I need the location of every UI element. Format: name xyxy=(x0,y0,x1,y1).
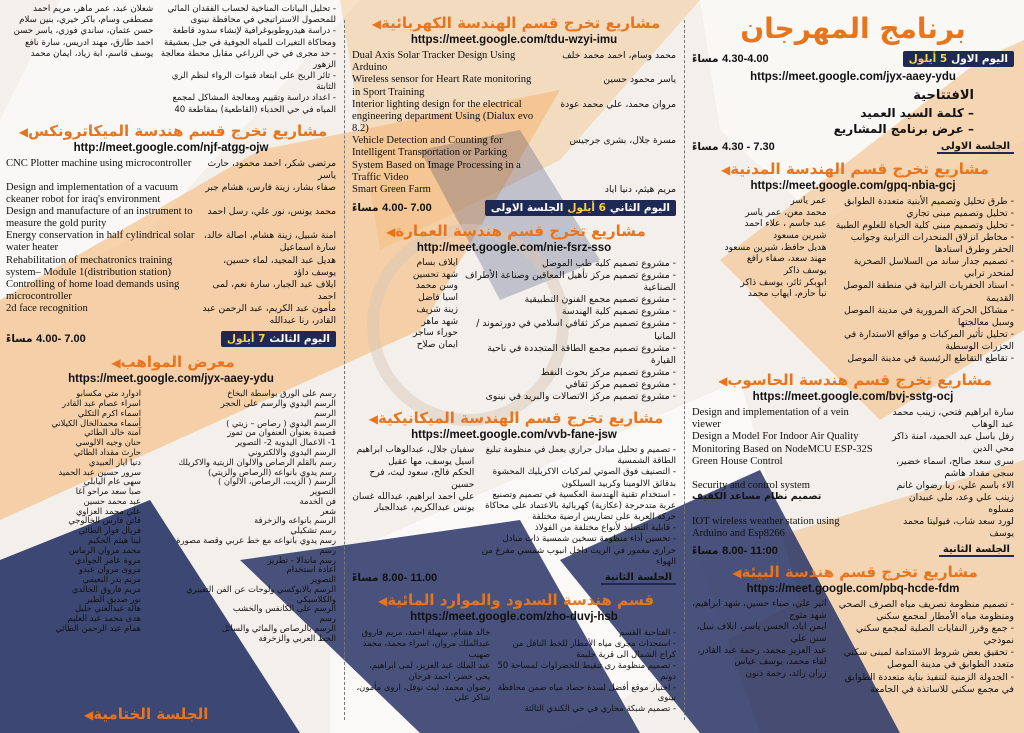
project-row: الاء باسم علي، ربا رضوان غانم Security and control system xyxy=(692,479,1014,491)
section-heading-elec: مشاريع تخرج قسم الهندسة الكهربائية◀ xyxy=(371,14,661,32)
project-row: سارة ابراهيم فتحي، زينب محمد عبد الوهاب Design and implementation of a vein viewer xyxy=(692,407,1014,431)
project-row: مسرة جلال، بشرى جرجيس Vehicle Detection and Counting for Intelligent Transportation or Parking System Based on Image Processing in a Traffic Video xyxy=(352,135,676,183)
day3-badge: اليوم الثالث 7 أيلول xyxy=(221,331,336,347)
project-list: - مشروع تصميم كلية طب الموصل - مشروع تصميم مركز تأهيل المعاقين وصناعة الأطراف الصناعية - مشروع تصميم مجمع الفنون التطبيقية - مشروع تصميم كلية الهندسة - مشروع تصميم مركز ثقافي اسلامي في دورتموند / المانيا - مشروع تصميم مجمع الطاقة المتجددة في ناحية القيارة - مشروع تصميم مركز بحوث النفط - مشروع تصميم مركز ثقافي - مشروع تصميم مركز الاتصالات والبريد في نينوى xyxy=(464,258,676,403)
section-heading-mecha: مشاريع تخرج قسم هندسة الميكاترونكس◀ xyxy=(18,121,328,140)
project-row: رفل باسل عبد الحميد، امنة ذاكر محي الدين Design a Model For Indoor Air Quality Monitoring Based on NodeMCU ESP-32S xyxy=(692,431,1014,455)
program-title: برنامج المهرجان xyxy=(740,12,966,45)
session1-time: 7.30 - 4.30 مساءً xyxy=(692,141,775,154)
mecha-projects xyxy=(6,158,336,328)
names-list: اثير علي، صباء حسين، شهد ابراهيم، شهد مثوج ايمن اياد، الحسن ياسر، ايلاف نبيل، سنن علي عبد العزيز محمد، رحمة عبد القادر، لقاء محمد، يوسف عباس زران رائد، رحمة ذنون xyxy=(692,599,827,680)
section-heading-civil: مشاريع تخرج قسم الهندسة المدنية◀ xyxy=(721,159,989,178)
meet-link[interactable]: https://meet.google.com/jyx-aaey-ydu xyxy=(750,71,956,83)
project-list: - طرق تحليل وتصميم الأبنية متعددة الطوابق - تحليل وتصميم مبنى تجاري - تحليل وتصميم مبنى كلية الحياة للعلوم الطبية - مخاطر انزلاق المنحدرات الترابية وجوانب الحفر وطرق اسنادها - تصميم جدار ساند من السلاسل الصخرية لمنحدر ترابي - اسناد الحفريات الترابية في منطقة الموصل القديمة - مشاكل الحركة المرورية في مدينة الموصل وسبل معالجتها - تحليل تأثير المركبات و مواقع الاستدارة في الجزرات الوسطية - تقاطع التقاطع الرئيسية في مدينة الموصل xyxy=(832,196,1014,365)
day3-row xyxy=(6,331,336,347)
names-list: سفيان جلال، عبدالوهاب ابراهيم اسيل يوسف، مها عقيل الحكم فالح، سعود ليث، فرح حسين علي احمد ابراهيم، عبدالله غسان يونس عبدالكريم، عبدالجبار xyxy=(352,445,475,514)
section-heading-mech: مشاريع تخرج قسم الهندسة الميكانيكية◀ xyxy=(368,409,664,427)
middle-column xyxy=(344,0,684,733)
elec-projects xyxy=(352,50,676,196)
time-range: 4.30-4.00 xyxy=(722,53,769,65)
meet-link[interactable]: https://meet.google.com/vvb-fane-jsw xyxy=(411,429,617,441)
section-heading-env: مشاريع تخرج قسم هندسة البيئة◀ xyxy=(732,563,978,582)
dams-projects xyxy=(352,627,676,714)
names-list: عمر ياسر محمد معن، عمر ياسر عبد جاسم ، علاء احمد شيرين مسعود هديل حافظ، شيرين مسعود مهند سعد، صفاء رافع يوسف ذاكر ابوبكر ثائر، يوسف ذاكر نبأ حازم، ايهاب محمد xyxy=(724,195,827,300)
project-row: مريم هيثم، دنيا اياد Smart Green Farm xyxy=(352,183,676,195)
session2m-row xyxy=(352,572,676,585)
project-row: ايلاف عبد الجبار، سارة نعم، لمى احمد Controlling of home load demands using microcontroller xyxy=(6,279,336,303)
session2-time: 11:00 -8.00 مساءً xyxy=(692,544,778,557)
mech-projects xyxy=(352,445,676,568)
day2-badge: اليوم الثاني 6 أيلول الجلسة الاولى xyxy=(485,200,676,216)
names-list: ايلاف بسام شهد تحسين وسن محمد اسيا فاضل زينة شريف شهد ماهر حوراء ساجر ايمان صلاح xyxy=(412,258,458,350)
day1-row xyxy=(692,51,1014,67)
day2-time: 7.00 -4.00 مساءً xyxy=(352,202,432,215)
works-list: رسم على الورق بواسطة البخاخ الرسم اليدوي والرسم على الحجر الرسم الرسم اليدوي ( رصاص – زيتي ) قصيدة بعنوان العنفوان من تموز 1- الاعمال اليدوية 2- التصوير الرسم اليدوي والالكتروني رسم بالقلم الرصاص والالوان الزيتية والاكريلك رسم يدوي بانواعه (الرصاص والزيتي) الرسم ( الزيت، الرصاص، الالوان ) التصوير فن الخدمة شعر الرسم بانواعه والزخرفة رسم تشكيلي رسم يدوي بانواعه مع خط عربي وقصة مصورة رسم رسم ماندالا - تطريز اعادة استخدام التصوير الرسم بالابوكسي ولوحات عن الفن التعبيري والكلاسيكي الرسم على الكانفس والخشب رسم الرسم بالرصاص والمائي والسائل الخط العربي والزخرفة xyxy=(176,388,336,643)
civil-projects xyxy=(692,196,1014,365)
session-label: الجلسة الثانية xyxy=(939,544,1014,557)
right-column xyxy=(684,0,1024,733)
session2m-time: 11.00 -8.00 مساءً xyxy=(352,572,438,585)
meet-link[interactable]: https://meet.google.com/tdu-wzyi-imu xyxy=(410,34,618,46)
session-label: الجلسة الاولى xyxy=(937,141,1014,154)
session-label: الجلسة الثانية xyxy=(601,572,676,585)
talent-list xyxy=(6,389,336,643)
project-row: لورد سعد شاب، فيوليتا محمد يوسف IOT wireless weather station using Arduino and Esp8266 xyxy=(692,515,1014,539)
project-list: - تحليل البيانات المناخية لحساب الفقدان المائي للمحصول الاستراتيجي في محافظة نينوى - دراسة هيدروطوبوغرافية لإنشاء سدود قاطعة ومحاكاة التغيرات للمياه الجوفية في جبل بعشيقة - حد مجرى في حي الزراعي مقابل محطة معالجة الزهور - ثائر الربح على ابتعاد قنوات الرواء لنظم الري الثابتة - اعداد دراسة وتقييم ومعالجة المشاكل لمجمع المياه في حي الحدباء (القاطعية) بمقاطعة 40 xyxy=(159,4,336,116)
day-date: 5 أيلول xyxy=(908,53,948,65)
section-heading-talent: معرض المواهب◀ xyxy=(111,353,235,372)
project-row: محمد وسام، احمد محمد خلف Dual Axis Solar Tracker Design Using Arduino xyxy=(352,50,676,74)
names-list: ادوارد متي مكسابو اسراء عصام عبد القادر اسماء اكرم الثكلي أسماء محمدالخال الكيلاني آمنة خالد الطائي حنان وجيه الالوسي حارث مقداد الطائي دنيا اياز العبيدي سرور حسين عبد الحميد سهى عام اليابلي صبا سعد مراحو آغا عبد محمد حسين علي محمد العزاوي فاتن فارس الخالوجي فريال فواز الطائي لينا هيثم الحكيم محمد مروان الرماس مروة عامر الجوادي مروى مروان عبدو مريم بدر النعيمي مريم فاروق الخالدي نور صديق الطير هالة عبدالغني خليل هدى محمد عبد العليم همام عبد الرحمن الطائي xyxy=(51,388,141,633)
meet-link[interactable]: https://meet.google.com/gpq-nbia-gcj xyxy=(750,179,956,192)
project-row: زينب علي وعد، ملى عبيدان مسلوه تصميم نظام مساعد الكفيف xyxy=(692,490,1014,515)
day3-time: 7.00 -4.00 مساءً xyxy=(6,333,86,346)
section-heading-arch: مشاريع تخرج قسم هندسة العمارة◀ xyxy=(386,222,646,241)
arch-projects xyxy=(352,258,676,403)
project-row: محمد يونس، نور علي، رسل احمد Design and manufacture of an instrument to measure the gold purity xyxy=(6,205,336,230)
project-row: صفاء بشار، زينة فارس، هشام جبر Design and implementation of a vacuum ckeaner robot for iraq's environment xyxy=(6,181,336,205)
session2-row xyxy=(692,544,1014,557)
project-row: مأمون عبد الكريم، عبد الرحمن عبد القادر، رنا عبدالله 2d face recognition xyxy=(6,303,336,327)
meet-link[interactable]: http://meet.google.com/nie-fsrz-sso xyxy=(416,242,612,255)
project-list: - تصميم و تحليل مبادل حراري يعمل في منظومة تبليغ الطاقة الشمسية - التصنيف فوق الصوتي لمركبات الاكريليك المحشوة بدقائق الالومينا وكربيد السيلكون - استخدام تقنية الهندسة العكسية في تصميم وتصنيع عربة متدحرجة (عكازية) كهربائية بالاعتماد على محاكاة حركة العربة على تضاريس ارضية مختلفة - قابلية التصليد لأنواع مختلفة من الفولاذ - تحسين أداء منظومة تسخين شمسية ذات مبادل حراري مغمور في الزيت داخل انبوب شمسي مفرغ من الهواء xyxy=(480,445,676,568)
meet-link[interactable]: https://meet.google.com/zho-duvj-hsb xyxy=(410,610,618,623)
day-label: اليوم الاول xyxy=(951,53,1008,65)
names-list: خالد هشام، سهيلة احمد، مريم فاروق عبدالملك مروان، اسراء محمد، محمد صهيب عبد الملك عبد العزيز، لمى ابراهيم، يحي خضر، احمد فرحان رضوان محمد، ليث نوفل، اروى مأمون، شاكر علي xyxy=(356,626,491,703)
time-period: مساءً xyxy=(692,53,719,65)
cs-projects xyxy=(692,407,1014,540)
opening-block xyxy=(692,87,1014,137)
meet-link[interactable]: http://meet.google.com/njf-atgg-ojw xyxy=(73,141,269,154)
session1-row xyxy=(692,141,1014,154)
section-heading-cs: مشاريع تخرج قسم هندسة الحاسوب◀ xyxy=(718,371,992,390)
names-list: شعلان عبد، عمر ماهر، مريم احمد مصطفى وسام، باكر خيري، بنين سلام حسن عثمان، ساندي فوزي، ياسر حسن احمد طارق، مهند ادريس، سارة نافع يوسف قاسم، ابة زياد، ايمان محمد xyxy=(13,4,154,59)
dams-continued xyxy=(6,4,336,116)
section-heading-closing: الجلسة الختامية◀ xyxy=(84,705,209,723)
project-row: امنة شبيل، زينة هشام، اصالة خالد، سارة اسماعيل Energy conservation in half cylindrical solar water heater xyxy=(6,230,336,254)
opening-item: – كلمة السيد العميد xyxy=(860,105,974,120)
opening-title: الافتتاحية xyxy=(913,88,974,103)
env-projects xyxy=(692,599,1014,696)
meet-link[interactable]: https://meet.google.com/pbq-hcde-fdm xyxy=(746,583,960,596)
project-row: مروان محمد، علي محمد عودة Interior lighting design for the electrical engineering department Using (Dialux evo 8.2) xyxy=(352,98,676,135)
day1-badge xyxy=(903,51,1014,67)
project-row: هديل عبد المجيد، لماء حسين، يوسف داؤد Rehabilitation of mechatronics training system– Module 1(distribution station) xyxy=(6,254,336,278)
project-row: سرى سعد صالح، اسماء خضير، سجى مقداد هاشم Green House Control xyxy=(692,455,1014,479)
left-column xyxy=(0,0,344,733)
project-list: - الفتاحية القسم - استحداث مجرى مياه الأمطار للخط الناقل من كراج الشمال الى قرية حليمة - تصميم منظومة ري تنقيط للخضراوات لمساحة 50 دونم - اختيار موقع أفضل لسدة حصاد مياه ضمن محافظة نينوى - تصميم شبكة مجاري في حي الكندي الثالثة xyxy=(496,627,676,714)
project-row: مرتضى شكر، احمد محمود، حارث ياسر CNC Plotter machine using microcontroller xyxy=(6,157,336,181)
project-row: ياسر محمود حسين Wireless sensor for Heart Rate monitoring in Sport Training xyxy=(352,74,676,98)
meet-link[interactable]: https://meet.google.com/jyx-aaey-ydu xyxy=(68,373,274,386)
day1-time xyxy=(692,53,769,65)
section-heading-dams: قسم هندسة السدود والموارد المائية◀ xyxy=(377,590,655,609)
project-list: - تصميم منظومة تصريف مياه الصرف الصحي ومنظومة مياه الأمطار لمجمع سكني - جمع وفرز النفايات الصلبة لمجمع سكني نموذجي - تحقيق بعض شروط الاستدامة لمبنى سكني متعدد الطوابق في مدينة الموصل - الجدولة الزمنية لتنفيذ بناية متعددة الطوابق في مجمع سكني للاساتذة في الجامعة xyxy=(832,599,1014,696)
meet-link[interactable]: https://meet.google.com/bvj-sstg-ocj xyxy=(752,391,954,404)
day2-row xyxy=(352,200,676,216)
opening-item: – عرض برنامج المشاريع xyxy=(833,121,974,136)
